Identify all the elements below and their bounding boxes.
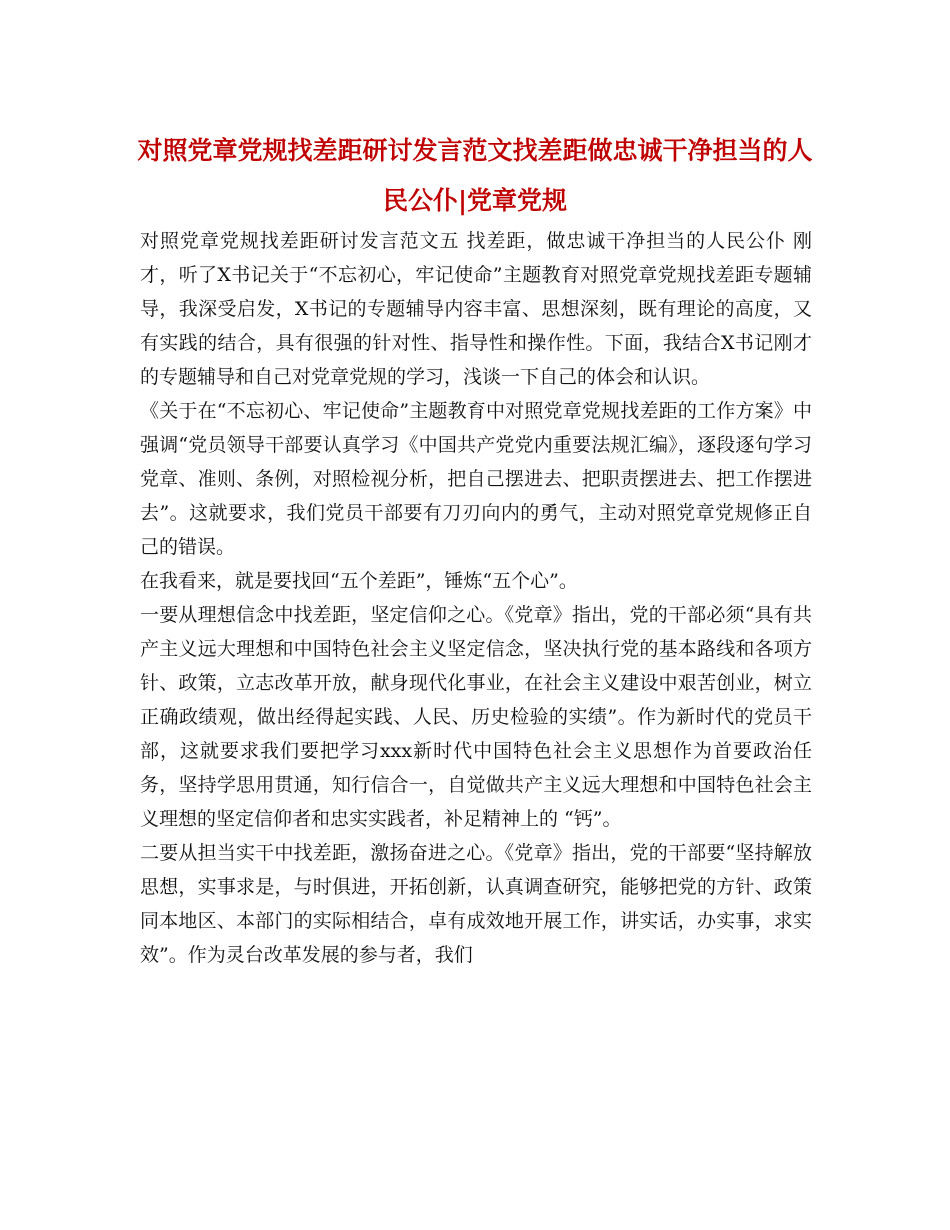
paragraph-point-two: 二要从担当实干中找差距，激扬奋进之心。《党章》指出，党的干部要“坚持解放思想，实事求是，与时俱进，开拓创新，认真调查研究，能够把党的方针、政策同本地区、本部门的实际相结合，卓有成效地开展工作，讲实话，办实事，求实效”。作为灵台改革发展的参与者，我们: [140, 842, 812, 966]
paragraph-intro: 对照党章党规找差距研讨发言范文五 找差距，做忠诚干净担当的人民公仆 刚才，听了X书记关于“不忘初心，牢记使命”主题教育对照党章党规找差距专题辅导，我深受启发，X书记的专题辅导内容丰富、思想深刻，既有理论的高度，又有实践的结合，具有很强的针对性、指导性和操作性。下面，我结合X书记刚才的专题辅导和自己对党章党规的学习，浅谈一下自己的体会和认识。: [140, 230, 812, 388]
paragraph-work-plan: 《关于在“不忘初心、牢记使命”主题教育中对照党章党规找差距的工作方案》中强调“党员领导干部要认真学习《中国共产党党内重要法规汇编》，逐段逐句学习党章、准则、条例，对照检视分析，把自己摆进去、把职责摆进去、把工作摆进去”。这就要求，我们党员干部要有刀刃向内的勇气，主动对照党章党规修正自己的错误。: [140, 400, 812, 558]
document-body: [140, 224, 812, 972]
document-title: 对照党章党规找差距研讨发言范文找差距做忠诚干净担当的人民公仆|党章党规: [137, 136, 813, 215]
paragraph-point-one: 一要从理想信念中找差距，坚定信仰之心。《党章》指出，党的干部必须“具有共产主义远大理想和中国特色社会主义坚定信念，坚决执行党的基本路线和各项方针、政策，立志改革开放，献身现代化事业，在社会主义建设中艰苦创业，树立正确政绩观，做出经得起实践、人民、历史检验的实绩”。作为新时代的党员干部，这就要求我们要把学习xxx新时代中国特色社会主义思想作为首要政治任务，坚持学思用贯通，知行信合一，自觉做共产主义远大理想和中国特色社会主义理想的坚定信仰者和忠实实践者，补足精神上的 “钙”。: [140, 604, 812, 830]
paragraph-five-gaps: 在我看来，就是要找回“五个差距”，锤炼“五个心”。: [140, 570, 578, 592]
